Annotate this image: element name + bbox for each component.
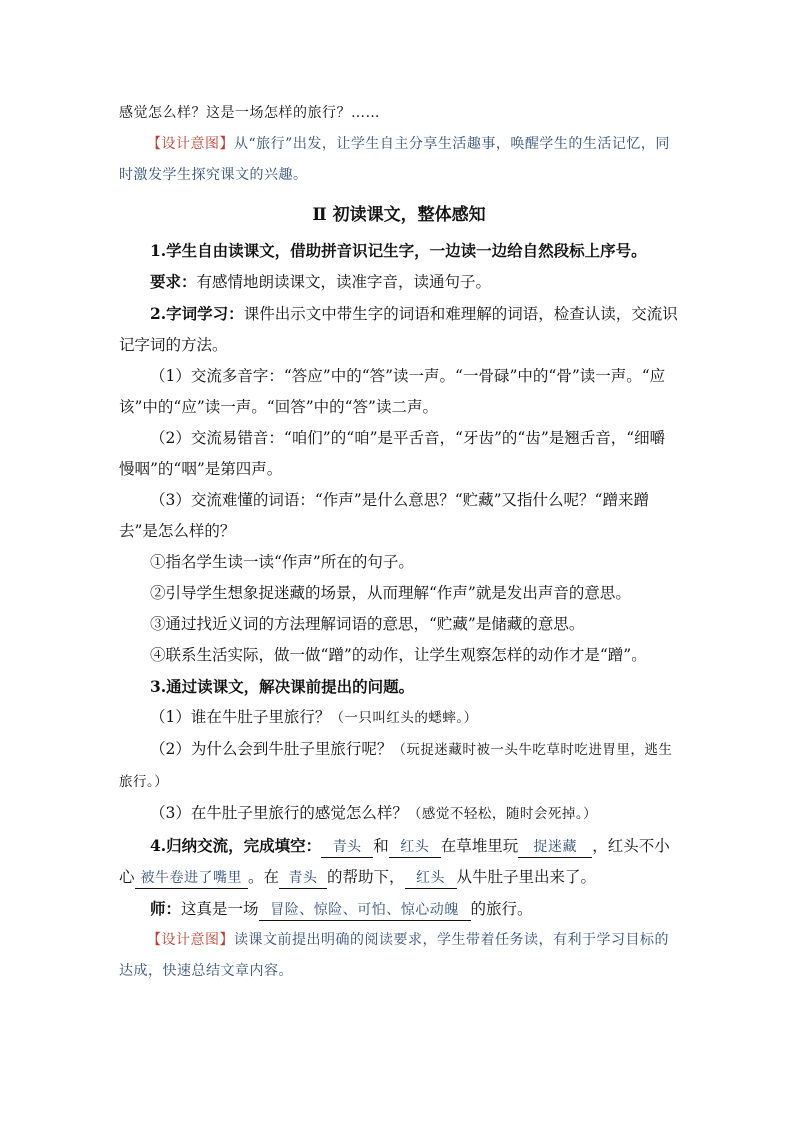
item2-label: 2.字词学习： bbox=[150, 304, 244, 323]
question-3: （3）在牛肚子里旅行的感觉怎么样？ bbox=[150, 804, 408, 822]
item4-text-5: 的帮助下， bbox=[327, 868, 405, 886]
requirement-label: 要求： bbox=[150, 272, 197, 291]
item2-text: 课件出示文中带生字的词语和难理解的词语，检查认读，交流识记字词的方法。 bbox=[119, 305, 678, 354]
teacher-text-1: 这真是一场 bbox=[181, 900, 259, 918]
item2-sub1: （1）交流多音字：“答应”中的“答”读一声。“一骨碌”中的“骨”读一声。“应该”中的“应”读一声。“回答”中的“答”读二声。 bbox=[119, 367, 666, 416]
item2-sub2: （2）交流易错音：“咱们”的“咱”是平舌音，“牙齿”的“齿”是翘舌音，“细嚼慢咽”的“咽”是第四声。 bbox=[119, 429, 666, 478]
item1-requirement bbox=[119, 266, 679, 298]
design-intent-label-2: 【设计意图】 bbox=[147, 932, 234, 948]
answer-2: （玩捉迷藏时被一头牛吃草时吃进胃里，逃生旅行。） bbox=[119, 742, 673, 790]
design-intent-text: 从“旅行”出发，让学生自主分享生活趣事，唤醒学生的生活记忆，同时激发学生探究课文的兴趣。 bbox=[119, 136, 670, 183]
item4-text-4: 。在 bbox=[248, 868, 280, 886]
item3-title: 3.通过读课文，解决课前提出的问题。 bbox=[150, 677, 415, 696]
answer-1: （一只叫红头的蟋蟀。） bbox=[330, 710, 478, 726]
item2-paragraph bbox=[119, 298, 679, 361]
design-intent-1 bbox=[119, 129, 679, 191]
fill-blank-5: 青头 bbox=[279, 868, 327, 889]
design-intent-2 bbox=[119, 925, 679, 987]
item4-text-1: 和 bbox=[373, 837, 389, 855]
teacher-label: 师： bbox=[150, 899, 182, 918]
item2-circle1: ①指名学生读一读“作声”所在的句子。 bbox=[150, 553, 414, 571]
item2-circle3: ③通过找近义词的方法理解词语的意思，“贮藏”是储藏的意思。 bbox=[150, 615, 585, 633]
fill-blank-3: 捉迷藏 bbox=[518, 837, 592, 858]
item2-circle4: ④联系生活实际，做一做“蹭”的动作，让学生观察怎样的动作才是“蹭”。 bbox=[150, 646, 647, 664]
intro-text: 感觉怎么样？这是一场怎样的旅行？…… bbox=[119, 105, 380, 121]
item4-text-3: ，红头不小心 bbox=[119, 837, 670, 886]
requirement-text: 有感情地朗读课文，读准字音，读通句子。 bbox=[196, 273, 492, 291]
design-intent-text-2: 读课文前提出明确的阅读要求，学生带着任务读，有利于学习目标的达成，快速总结文章内容。 bbox=[119, 932, 669, 979]
teacher-text-2: 的旅行。 bbox=[470, 900, 533, 918]
item4-paragraph bbox=[119, 830, 679, 893]
section-heading: Ⅱ 初读课文，整体感知 bbox=[312, 205, 486, 225]
item2-sub3: （3）交流难懂的词语：“作声”是什么意思？“贮藏”又指什么呢？“蹭来蹭去”是怎么样的？ bbox=[119, 491, 649, 540]
item4-label: 4.归纳交流，完成填空： bbox=[150, 836, 322, 855]
item1-title: 1.学生自由读课文，借助拼音识记生字，一边读一边给自然段标上序号。 bbox=[150, 241, 647, 260]
teacher-fill-blank: 冒险、惊险、可怕、惊心动魄 bbox=[259, 900, 471, 921]
fill-blank-1: 青头 bbox=[321, 837, 373, 858]
item3-q3 bbox=[119, 798, 679, 830]
answer-3: （感觉不轻松，随时会死掉。） bbox=[407, 806, 598, 822]
item4-text-2: 在草堆里玩 bbox=[440, 837, 519, 855]
fill-blank-2: 红头 bbox=[389, 837, 441, 858]
question-1: （1）谁在牛肚子里旅行？ bbox=[150, 708, 331, 726]
item3-q1 bbox=[119, 702, 679, 734]
item4-text-6: 从牛肚子里出来了。 bbox=[456, 868, 597, 886]
design-intent-label: 【设计意图】 bbox=[147, 136, 234, 152]
item2-circle2: ②引导学生想象捉迷藏的场景，从而理解“作声”就是发出声音的意思。 bbox=[150, 584, 631, 602]
teacher-paragraph bbox=[119, 893, 679, 925]
item3-q2 bbox=[119, 734, 679, 798]
fill-blank-4: 被牛卷进了嘴里 bbox=[135, 868, 249, 889]
document-page bbox=[119, 98, 679, 987]
fill-blank-6: 红头 bbox=[405, 868, 457, 889]
intro-line bbox=[119, 98, 679, 129]
question-2: （2）为什么会到牛肚子里旅行呢？ bbox=[150, 740, 393, 758]
